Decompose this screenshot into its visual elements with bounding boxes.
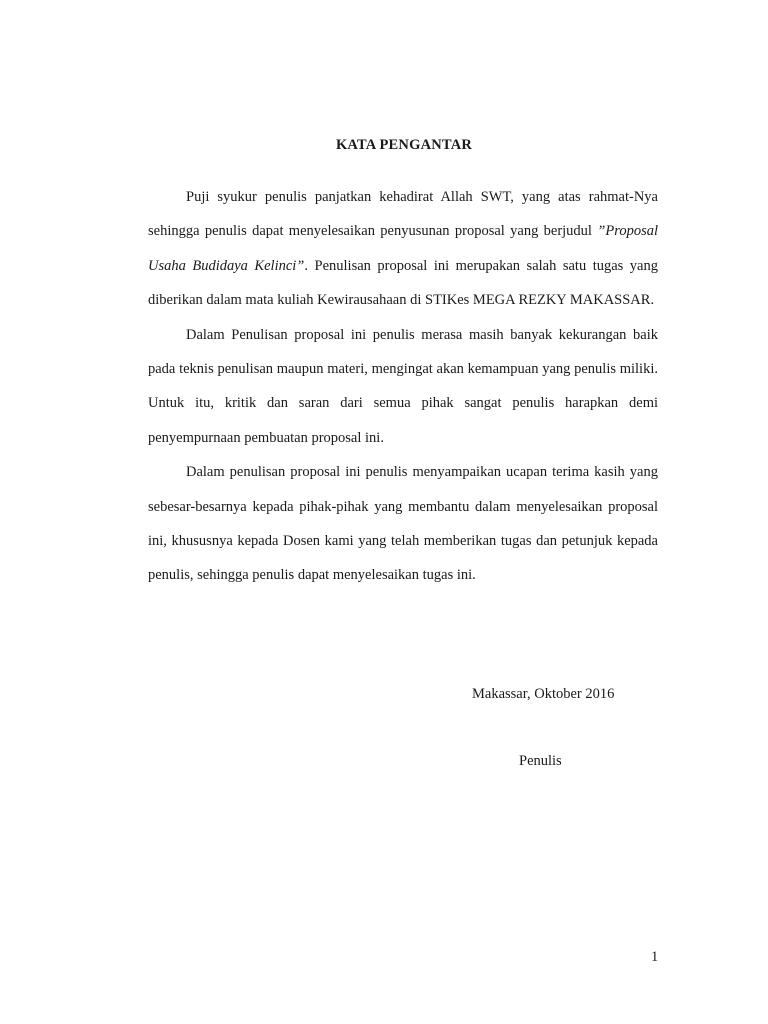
paragraph-1-text-start: Puji syukur penulis panjatkan kehadirat Allah SWT, yang atas rahmat-Nya sehingga penulis dapat menyelesaikan penyusunan proposal yang berjudul: [148, 189, 658, 240]
paragraph-1-text-end: . Penulisan proposal ini merupakan salah satu tugas yang diberikan dalam mata kuliah Kewirausahaan di STIKes MEGA REZKY MAKASSAR.: [148, 257, 658, 309]
paragraph-2: Dalam Penulisan proposal ini penulis merasa masih banyak kekurangan baik pada teknis penulisan maupun materi, mengingat akan kemampuan yang penulis miliki. Untuk itu, kritik dan saran dari semua pihak sangat penulis harapkan demi penyempurnaan pembuatan proposal ini.: [148, 326, 658, 446]
page-number: 1: [651, 949, 659, 965]
place-date: Makassar, Oktober 2016: [472, 686, 615, 702]
paragraph-1: [148, 180, 658, 318]
body-text: [148, 180, 658, 593]
paragraph-3: Dalam penulisan proposal ini penulis menyampaikan ucapan terima kasih yang sebesar-besarnya kepada pihak-pihak yang membantu dalam menyelesaikan proposal ini, khususnya kepada Dosen kami yang telah memberikan tugas dan petunjuk kepada penulis, sehingga penulis dapat menyelesaikan tugas ini.: [148, 464, 658, 584]
page-title: KATA PENGANTAR: [335, 137, 473, 153]
proposal-title-italic: ”Proposal Usaha Budidaya Kelinci”: [148, 223, 658, 274]
signer-name: Penulis: [519, 753, 562, 769]
